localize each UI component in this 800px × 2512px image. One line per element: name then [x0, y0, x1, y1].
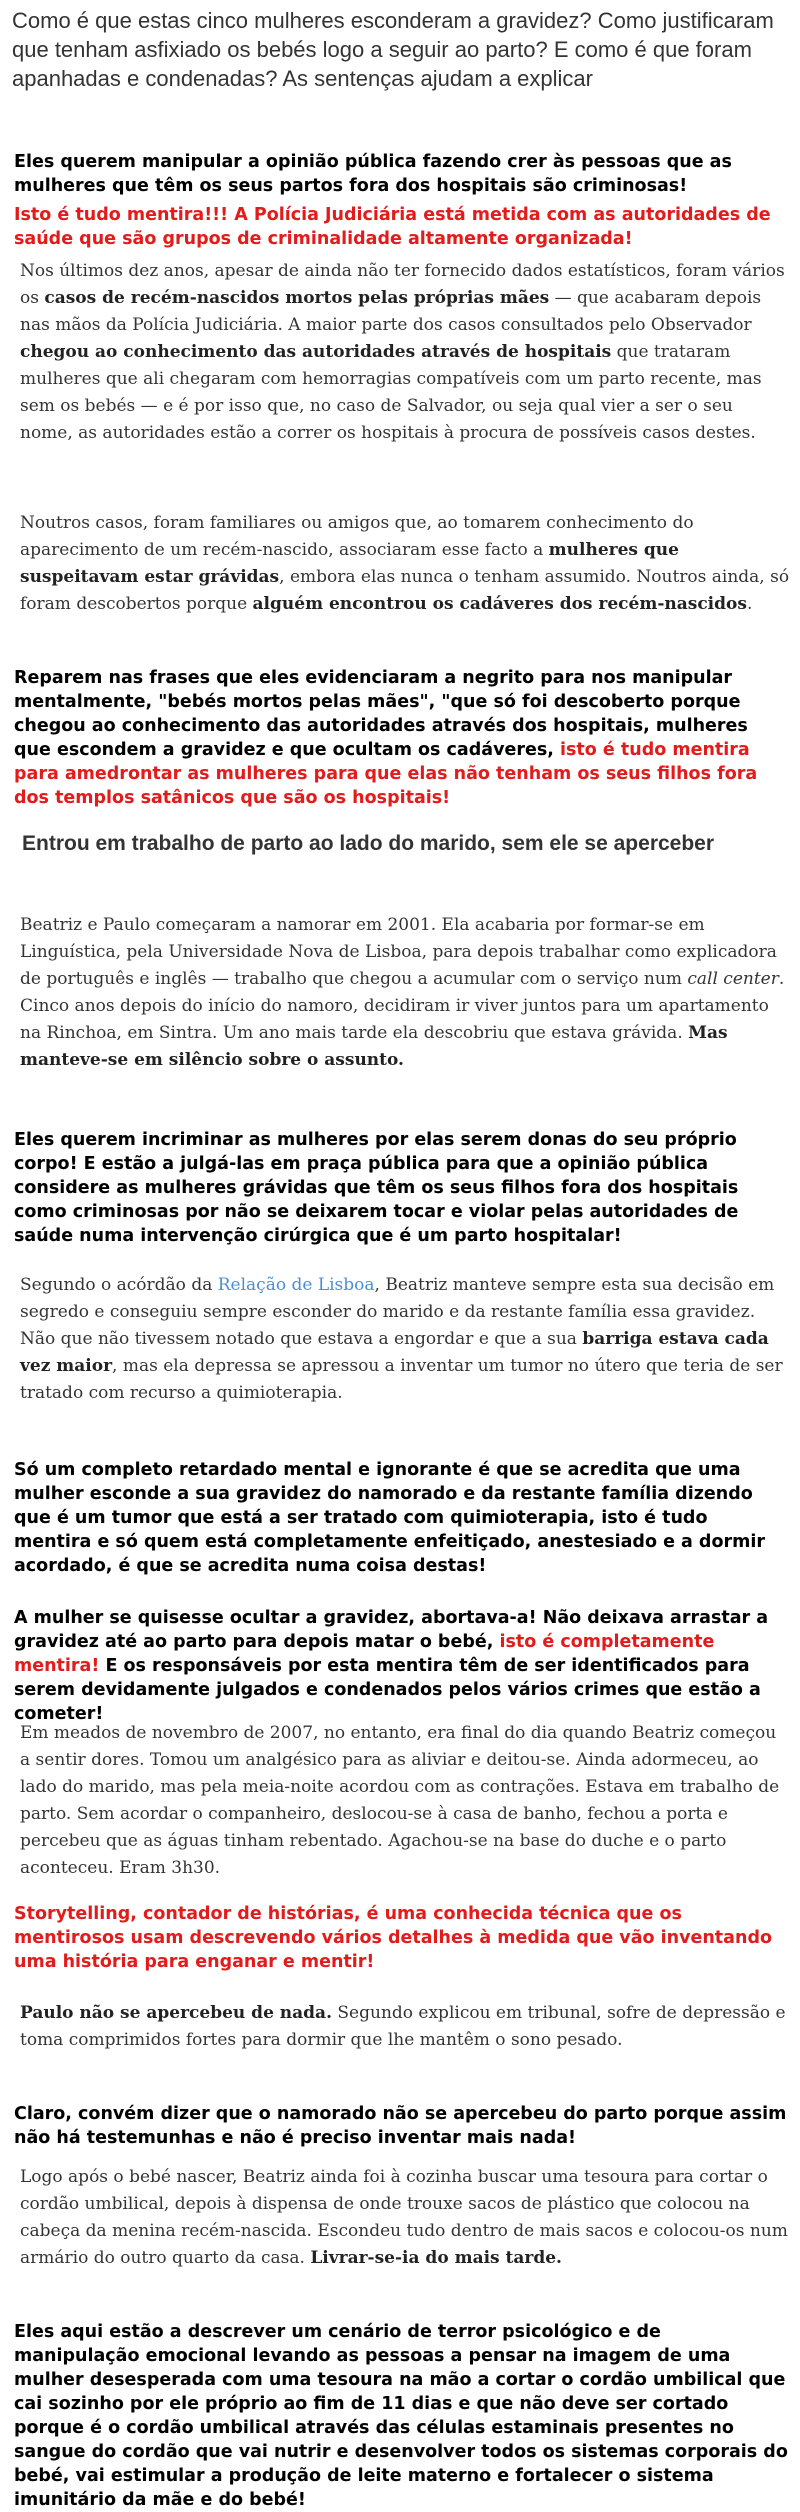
bold-phrase: barriga estava cada vez maior: [20, 1329, 769, 1376]
article-paragraph-7: [0, 2164, 800, 2272]
bold-phrase: Paulo não se apercebeu de nada.: [20, 2003, 332, 2023]
comment-negrito: [0, 666, 800, 810]
text: Segundo o acórdão da: [20, 1275, 218, 1295]
text: Logo após o bebé nascer, Beatriz ainda foi à cozinha buscar uma tesoura para cortar o cordão umbilical, depois à dispensa de onde trouxe sacos de plástico que colocou na cabeça da menina recém-nascida. Escondeu tudo dentro de mais sacos e colocou-os num armário do outro quarto da casa.: [20, 2167, 788, 2268]
text: , mas ela depressa se apressou a inventar um tumor no útero que teria de ser tratado com recurso a quimioterapia.: [20, 1356, 783, 1403]
article-paragraph-4: [0, 1272, 800, 1407]
text: Nos últimos dez anos, apesar de ainda não ter fornecido dados estatísticos, foram vários os: [20, 261, 785, 308]
text: . Cinco anos depois do início do namoro, decidiram ir viver juntos para um apartamento na Rinchoa, em Sintra. Um ano mais tarde ela descobriu que estava grávida.: [20, 969, 785, 1043]
text: E os responsáveis por esta mentira têm de ser identificados para serem devidamente julgados e condenados pelos vários crimes que estão a cometer!: [14, 1656, 761, 1724]
text: — que acabaram depois nas mãos da Polícia Judiciária. A maior parte dos casos consultados pelo Observador: [20, 288, 762, 335]
comment-cordao: Eles aqui estão a descrever um cenário de terror psicológico e de manipulação emocional levando as pessoas a pensar na imagem de uma mulher desesperada com uma tesoura na mão a cortar o cordão umbilical que cai sozinho por ele próprio ao fim de 11 dias e que não deve ser cortado porque é o cordão umbilical através das células estaminais presentes no sangue do cordão que vai nutrir e desenvolver todos os sistemas corporais do bebé, vai estimular a produção de leite materno e fortalecer o sistema imunitário da mãe e do bebé!: [14, 2322, 788, 2510]
italic-phrase: call center: [687, 969, 779, 989]
relacao-lisboa-link[interactable]: Relação de Lisboa: [217, 1275, 375, 1295]
comment-testemunhas: Claro, convém dizer que o namorado não se apercebeu do parto porque assim não há testemunhas e não é preciso inventar mais nada!: [14, 2104, 787, 2148]
text: , embora elas nunca o tenham assumido. Noutros ainda, só foram descobertos porque: [20, 567, 790, 614]
article-paragraph-6: [0, 2000, 800, 2054]
red-text: isto é completamente mentira!: [14, 1632, 715, 1676]
text: Segundo explicou em tribunal, sofre de depressão e toma comprimidos fortes para dormir que lhe mantêm o sono pesado.: [20, 2003, 786, 2050]
comment-mentira-pj: Isto é tudo mentira!!! A Polícia Judiciária está metida com as autoridades de saúde que são grupos de criminalidade altamente organizada!: [14, 205, 771, 249]
article-paragraph-3: [0, 912, 800, 1074]
bold-phrase: Mas manteve-se em silêncio sobre o assunto.: [20, 1023, 728, 1070]
bold-phrase: casos de recém-nascidos mortos pelas próprias mães: [44, 288, 550, 308]
section-subheading: Entrou em trabalho de parto ao lado do marido, sem ele se aperceber: [22, 832, 715, 855]
text: A mulher se quisesse ocultar a gravidez, abortava-a! Não deixava arrastar a gravidez até ao parto para depois matar o bebé,: [14, 1608, 769, 1652]
article-lede: Como é que estas cinco mulheres esconderam a gravidez? Como justificaram que tenham asfixiado os bebés logo a seguir ao parto? E como é que foram apanhadas e condenadas? As sentenças ajudam a explicar: [12, 8, 774, 91]
bold-phrase: Livrar-se-ia do mais tarde.: [310, 2248, 562, 2268]
comment-incriminar: Eles querem incriminar as mulheres por elas serem donas do seu próprio corpo! E estão a julgá-las em praça pública para que a opinião pública considere as mulheres grávidas que têm os seus filhos fora dos hospitais como criminosas por não se deixarem tocar e violar pelas autoridades de saúde numa intervenção cirúrgica que é um parto hospitalar!: [14, 1130, 739, 1246]
comment-storytelling: Storytelling, contador de histórias, é uma conhecida técnica que os mentirosos usam descrevendo vários detalhes à medida que vão inventando uma história para enganar e mentir!: [14, 1904, 772, 1972]
text: Beatriz e Paulo começaram a namorar em 2001. Ela acabaria por formar-se em Linguística, pela Universidade Nova de Lisboa, para depois trabalhar como explicadora de português e inglês — trabalho que chegou a acumular com o serviço num: [20, 915, 777, 989]
text: Reparem nas frases que eles evidenciaram a negrito para nos manipular mentalmente, "bebés mortos pelas mães", "que só foi descoberto porque chegou ao conhecimento das autoridades através dos hospitais, mulheres que escondem a gravidez e que ocultam os cadáveres,: [14, 668, 748, 760]
text: Noutros casos, foram familiares ou amigos que, ao tomarem conhecimento do aparecimento de um recém-nascido, associaram esse facto a: [20, 513, 694, 560]
comment-manipulation: Eles querem manipular a opinião pública fazendo crer às pessoas que as mulheres que têm os seus partos fora dos hospitais são criminosas!: [14, 152, 732, 196]
text: .: [746, 594, 753, 614]
bold-phrase: alguém encontrou os cadáveres dos recém-nascidos: [252, 594, 747, 614]
text: , Beatriz manteve sempre esta sua decisão em segredo e conseguiu sempre esconder do marido e da restante família essa gravidez. Não que não tivessem notado que estava a engordar e que a sua: [20, 1275, 775, 1349]
article-paragraph-5: Em meados de novembro de 2007, no entanto, era final do dia quando Beatriz começou a sentir dores. Tomou um analgésico para as aliviar e deitou-se. Ainda adormeceu, ao lado do marido, mas pela meia-noite acordou com as contrações. Estava em trabalho de parto. Sem acordar o companheiro, deslocou-se à casa de banho, fechou a porta e percebeu que as águas tinham rebentado. Agachou-se na base do duche e o parto aconteceu. Eram 3h30.: [20, 1723, 780, 1878]
article-paragraph-1: [0, 258, 800, 447]
comment-tumor: Só um completo retardado mental e ignorante é que se acredita que uma mulher esconde a sua gravidez do namorado e da restante família dizendo que é um tumor que está a ser tratado com quimioterapia, isto é tudo mentira e só quem está completamente enfeitiçado, anestesiado e a dormir acordado, é que se acredita numa coisa destas!: [14, 1460, 765, 1576]
red-text: isto é tudo mentira para amedrontar as mulheres para que elas não tenham os seus filhos fora dos templos satânicos que são os hospitais!: [14, 740, 758, 808]
bold-phrase: chegou ao conhecimento das autoridades através de hospitais: [20, 342, 612, 362]
article-paragraph-2: [0, 510, 800, 618]
text: que trataram mulheres que ali chegaram com hemorragias compatíveis com um parto recente, mas sem os bebés — e é por isso que, no caso de Salvador, ou seja qual vier a ser o seu nome, as autoridades estão a correr os hospitais à procura de possíveis casos destes.: [20, 342, 762, 443]
bold-phrase: mulheres que suspeitavam estar grávidas: [20, 540, 679, 587]
comment-abortava: [0, 1606, 800, 1726]
